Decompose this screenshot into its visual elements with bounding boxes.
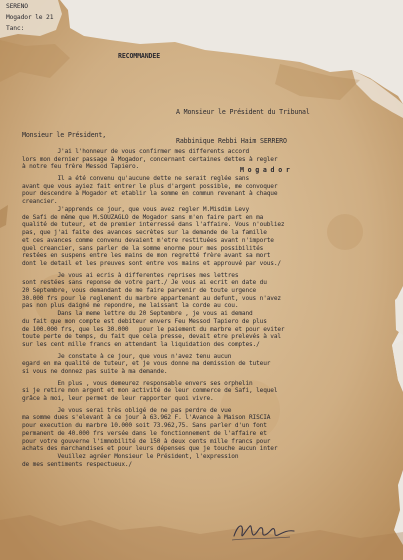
letterhead-line-1: SERENO	[6, 3, 28, 10]
recipient-line-2: Rabbinique Rebbi Haim SERRERO	[176, 136, 287, 145]
body-line: J'ai l'honneur de vous confirmer mes differents accord	[22, 148, 250, 155]
body-line: 30.000 frs pour le reglement du marbre appartenant au defunt, vous n'avez	[22, 294, 281, 302]
body-line: du fait que mon compte est debiteur envers Feu Messod Tapiero de plus	[22, 317, 267, 325]
body-line: pour execution du marbre 10.000 soit 73.962,75. Sans parler d'un font	[22, 422, 267, 430]
body-line: toute perte de temps, du fait que cela presse, devait etre prelevés à val	[22, 333, 281, 341]
body-line: Je vous ai ecris à differentes reprises mes lettres	[22, 271, 239, 279]
recipient-line-1: A Monsieur le Président du Tribunal	[176, 108, 310, 117]
body-line: Il a été convenu qu'aucune dette ne serait reglée sans	[22, 175, 250, 183]
body-line: avant que vous ayiez fait entrer le plus d'argent possible, me convoquer	[22, 182, 278, 190]
letterhead-line-2: Mogador le 21	[6, 14, 54, 21]
body-line: creancier.	[22, 198, 58, 206]
body-line: ma somme dues s'elevant à ce jour à 63.962 F. l'Avance à Maison RISCIA	[22, 414, 271, 422]
body-line: Je vous serai très obligé de ne pas perdre de vue	[22, 406, 232, 414]
salutation: Monsieur le Président,	[22, 131, 107, 139]
body-line: Je constate à ce jour, que vous n'avez tenu aucun	[22, 352, 232, 360]
body-line: Dans la meme lettre du 20 Septembre , je vous ai demand	[22, 310, 253, 318]
recommandee-label: RECOMMANDEE	[118, 52, 161, 60]
body-line: pas, que j'ai faite des avances secrètes sur la demande de la famille	[22, 229, 267, 237]
body-line: egard en ma qualité de tuteur, et je vous donne ma demission de tuteur	[22, 360, 271, 368]
recipient-city: M o g a d o r	[240, 165, 290, 174]
body-line: pas non plus daigné me repondre, me laissant la corde au cou.	[22, 302, 239, 310]
handwritten-signature	[228, 516, 298, 544]
body-line: qualité de tuteur, et de premier interressé dans l'affaire. Vous n'oubliez	[22, 221, 285, 229]
body-line: de mes sentiments respectueux./	[22, 460, 132, 468]
body-line: si je retire mon argent et mon activité de leur commerce de Safi, lequel	[22, 387, 278, 395]
body-line: sur les cent mille francs en attendant la liquidation des comptes./	[22, 341, 260, 349]
body-line: Veuillez agréer Monsieur le Président, l'expression	[22, 453, 239, 461]
body-line: de Safi de même que M.SOUZAGLO de Mogador sans m'en faire part en ma	[22, 213, 264, 221]
body-line: grâce à moi, leur permet de leur rapporter quoi vivre.	[22, 395, 214, 403]
body-line: lors mon dernier passage à Mogador, concernant certaines dettes à regler	[22, 155, 278, 163]
body-line: achats des marchandises et pour leurs dépenses que je touche aucun inter	[22, 445, 278, 453]
body-line: pour votre gouverne l'immobilité de 150 à deux cents mille francs pour	[22, 437, 271, 445]
body-line: J'apprends ce jour, que vous avez regler M.Misdim Levy	[22, 205, 250, 213]
letter-body	[22, 148, 402, 468]
body-line: et ces avances comme convenu devaient m'etre restituées avant n'importe	[22, 236, 274, 244]
body-line: 20 Septembre, vous demandant de me faire parvenir de toute urgence	[22, 287, 257, 294]
body-line: permanent de 40.000 frs versée dans le fonctionnement de l'affaire et	[22, 429, 267, 437]
body-line: à notre feu frère Messod Tapiero.	[22, 163, 140, 171]
body-line: pour descendre à Mogador et etablir la somme en commun revenant à chaque	[22, 190, 278, 198]
body-line: sont restées sans reponse de votre part./ Je vous ai ecrit en date du	[22, 279, 267, 287]
body-line: si vous ne donnez pas suite à ma demande.	[22, 368, 168, 376]
body-line: de 100.000 frs, que les 30.000 pour le paiement du marbre et pour eviter	[22, 325, 285, 333]
letterhead-line-3: Tanc:	[6, 25, 25, 32]
body-line: quel creancier, sans parler de la somme enorme pour mes possibilités	[22, 244, 264, 252]
body-line: restées en suspens entre les mains de mon regretté frère avant sa mort	[22, 252, 271, 260]
body-line: En plus , vous demeurez responsable envers ses orphelin	[22, 379, 253, 387]
body-line: dont le detail et les preuves sont entre vos mains et approuvé par vous./	[22, 259, 281, 267]
